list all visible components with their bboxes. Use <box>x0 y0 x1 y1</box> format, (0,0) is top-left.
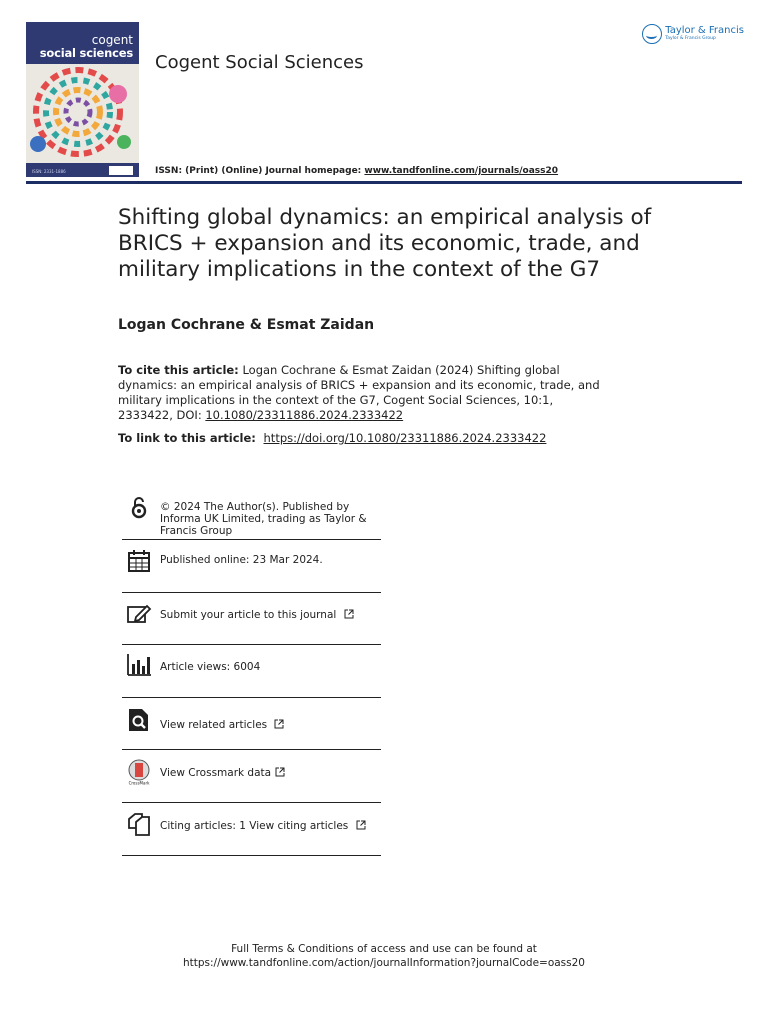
crossmark-row[interactable] <box>122 750 381 803</box>
journal-title[interactable]: Cogent Social Sciences <box>155 52 364 73</box>
cover-issn: ISSN: 2331-1886 <box>32 169 66 174</box>
publisher-logo[interactable] <box>642 22 744 46</box>
open-access-icon <box>126 494 152 520</box>
cite-doi-link[interactable]: 10.1080/23311886.2024.2333422 <box>205 408 404 422</box>
header-divider <box>26 181 742 184</box>
cover-brand-top: cogent <box>91 33 133 47</box>
citing-articles-link[interactable] <box>160 820 366 832</box>
article-title: Shifting global dynamics: an empirical analysis of BRICS + expansion and its economic, trade, and military implications in the context of the G7 <box>118 205 652 282</box>
journal-cover-image <box>26 22 139 177</box>
crossmark-icon <box>126 759 152 785</box>
taylor-francis-logo-icon <box>642 24 662 44</box>
issn-prefix: ISSN: (Print) (Online) Journal homepage: <box>155 166 362 176</box>
publisher-name <box>665 26 744 42</box>
issn-line <box>155 166 558 176</box>
citation-block <box>118 363 608 423</box>
license-row <box>122 492 381 540</box>
external-link-icon <box>274 719 284 729</box>
calendar-icon <box>126 548 152 574</box>
license-text: © 2024 The Author(s). Published by Informa UK Limited, trading as Taylor & Francis Group <box>160 501 367 537</box>
published-row <box>122 540 381 593</box>
cite-label: To cite this article: <box>118 363 239 377</box>
submit-article-link[interactable] <box>160 609 354 621</box>
publisher-name-text: Taylor & Francis <box>665 25 744 36</box>
crossmark-icon-text: CrossMark <box>128 780 150 785</box>
article-views: Article views: 6004 <box>160 661 261 673</box>
views-row <box>122 645 381 698</box>
publisher-sub: Taylor & Francis Group <box>665 36 716 41</box>
cover-brand-sub: social sciences <box>39 46 133 60</box>
view-crossmark-text: View Crossmark data <box>160 767 272 779</box>
submit-article-text: Submit your article to this journal <box>160 609 337 621</box>
article-link-line <box>118 431 546 445</box>
cite-text: Logan Cochrane & Esmat Zaidan (2024) Shifting global dynamics: an empirical analysis of BRICS + expansion and its economic, trade, and military implications in the context of the G7, Cogent Social Sciences, 10:1, 2333422, DOI: <box>118 363 600 422</box>
view-related-articles-text: View related articles <box>160 719 268 731</box>
footer-terms <box>0 942 768 970</box>
footer-terms-link[interactable]: https://www.tandfonline.com/action/journalInformation?journalCode=oass20 <box>183 957 585 969</box>
article-info-panel <box>122 492 381 856</box>
citing-articles-text: Citing articles: 1 View citing articles <box>160 820 349 832</box>
article-doi-link[interactable]: https://doi.org/10.1080/23311886.2024.2333422 <box>263 431 547 445</box>
article-authors[interactable]: Logan Cochrane & Esmat Zaidan <box>118 317 375 333</box>
citing-row[interactable] <box>122 803 381 856</box>
citing-documents-icon <box>126 812 152 838</box>
external-link-icon <box>356 820 366 830</box>
cover-brand <box>40 34 133 60</box>
external-link-icon <box>275 767 285 777</box>
related-articles-search-icon <box>126 707 152 733</box>
view-related-articles-link[interactable] <box>160 719 284 731</box>
submit-row[interactable] <box>122 593 381 645</box>
bar-chart-icon <box>126 652 152 678</box>
cover-publisher-logo <box>109 166 133 175</box>
cover-artwork <box>26 64 139 164</box>
related-row[interactable] <box>122 698 381 750</box>
external-link-icon <box>344 609 354 619</box>
published-date: Published online: 23 Mar 2024. <box>160 554 323 566</box>
edit-pencil-icon <box>126 601 152 627</box>
link-label: To link to this article: <box>118 431 256 445</box>
footer-line-1: Full Terms & Conditions of access and use can be found at <box>231 943 537 955</box>
view-crossmark-link[interactable] <box>160 767 285 779</box>
journal-homepage-link[interactable]: www.tandfonline.com/journals/oass20 <box>364 166 559 176</box>
